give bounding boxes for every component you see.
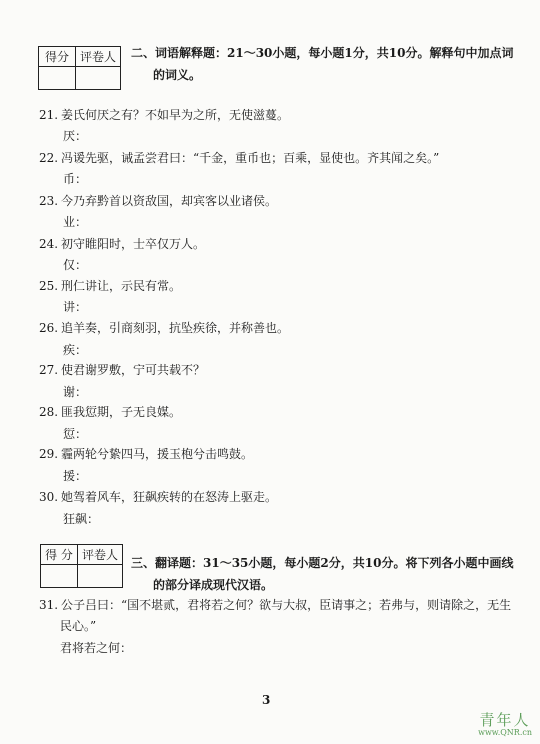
answer-label-26: 疾： — [63, 343, 88, 357]
section-3-heading — [131, 552, 513, 596]
answer-label-22: 币： — [63, 172, 88, 186]
question-28: 28. 匪我愆期，子无良媒。 — [39, 405, 182, 419]
section-2-heading — [131, 42, 513, 86]
score-box-section-3 — [40, 544, 123, 588]
score-label: 得 分 — [41, 545, 78, 565]
question-24: 24. 初守睢阳时，士卒仅万人。 — [39, 237, 206, 251]
answer-label-21: 厌： — [63, 129, 88, 143]
grader-label: 评卷人 — [78, 545, 123, 565]
score-label: 得分 — [39, 47, 76, 67]
question-25: 25. 刑仁讲让，示民有常。 — [39, 279, 182, 293]
score-cell — [41, 565, 78, 588]
question-23: 23. 今乃弃黔首以资敌国，却宾客以业诸侯。 — [39, 194, 278, 208]
answer-label-24: 仅： — [63, 258, 88, 272]
answer-label-30: 狂飙： — [63, 512, 100, 526]
question-26: 26. 追羊奏，引商刻羽，抗坠疾徐，并称善也。 — [39, 321, 290, 335]
grader-cell — [76, 67, 121, 90]
watermark-logo — [478, 712, 532, 737]
watermark-url: www.QNR.cn — [478, 728, 532, 737]
question-31: 31. 公子吕曰：“国不堪贰，君将若之何？欲与大叔，臣请事之；若弗与，则请除之，无生 — [39, 598, 512, 612]
section-3-title-cont: 的部分译成现代汉语。 — [153, 578, 274, 592]
score-cell — [39, 67, 76, 90]
grader-cell — [78, 565, 123, 588]
question-31-cont: 民心。” — [60, 619, 97, 633]
watermark-text: 青年人 — [479, 711, 531, 729]
answer-label-29: 援： — [63, 469, 88, 483]
question-21: 21. 姜氏何厌之有？不如早为之所，无使滋蔓。 — [39, 108, 290, 122]
answer-label-31: 君将若之何： — [60, 641, 133, 655]
answer-label-27: 谢： — [63, 385, 88, 399]
answer-label-23: 业： — [63, 215, 88, 229]
question-22: 22. 冯谖先驱，诫孟尝君曰：“千金，重币也；百乘，显使也。齐其闻之矣。” — [39, 151, 440, 165]
answer-label-28: 愆： — [63, 427, 88, 441]
grader-label: 评卷人 — [76, 47, 121, 67]
section-2-title-cont: 的词义。 — [153, 68, 202, 82]
score-box-section-2 — [38, 46, 121, 90]
answer-label-25: 讲： — [63, 300, 88, 314]
question-27: 27. 使君谢罗敷，宁可共载不？ — [39, 363, 206, 377]
question-29: 29. 霾两轮兮絷四马，援玉枹兮击鸣鼓。 — [39, 447, 254, 461]
section-3-title: 三、翻译题：31～35小题，每小题2分，共10分。将下列各小题中画线 — [131, 556, 514, 570]
section-2-title: 二、词语解释题：21～30小题，每小题1分，共10分。解释句中加点词 — [131, 46, 514, 60]
question-30: 30. 她驾着风车，狂飙疾转的在怒涛上驱走。 — [39, 490, 278, 504]
page-number: 3 — [262, 693, 271, 707]
